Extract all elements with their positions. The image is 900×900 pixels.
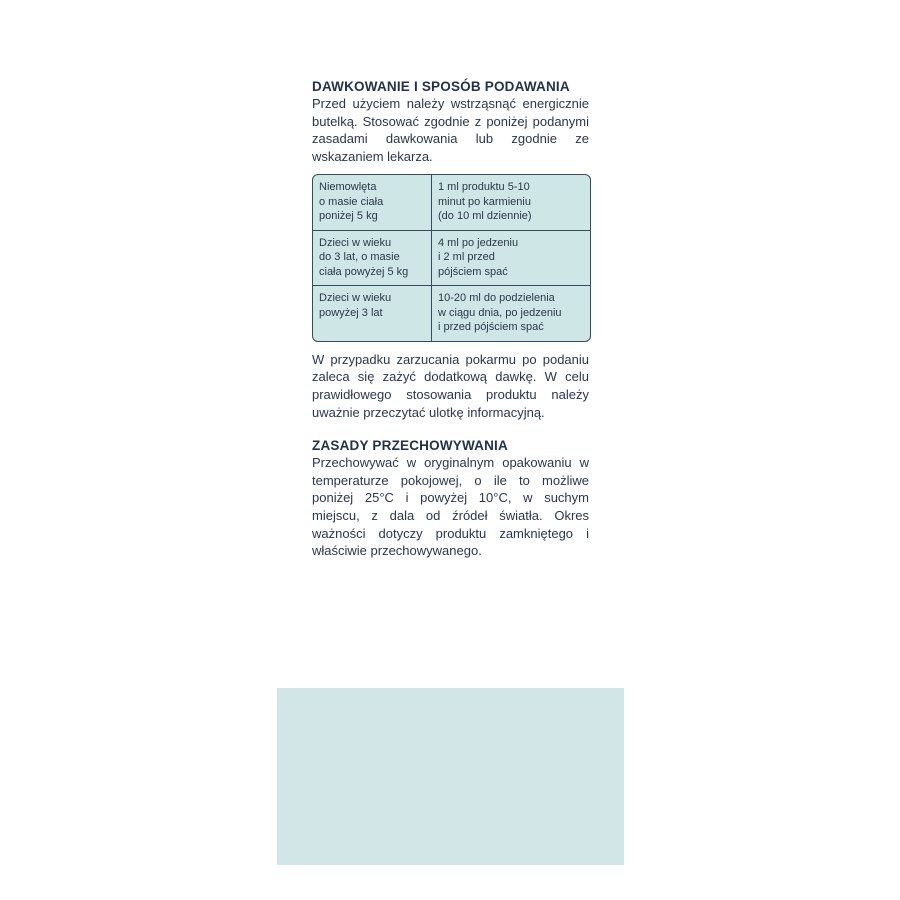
bottom-color-block (277, 688, 624, 865)
dose-cell: 10-20 ml do podzielenia w ciągu dnia, po jedzeniu i przed pójściem spać (438, 292, 562, 334)
leaflet-content (312, 78, 589, 560)
table-row (313, 286, 590, 341)
storage-text: Przechowywać w oryginalnym opakowaniu w temperaturze pokojowej, o ile to możliwe poniżej 25°C i powyżej 10°C, w suchym miejscu, z dala od źródeł światła. Okres ważności dotyczy produktu zamkniętego i właściwie przechowywanego. (312, 455, 589, 559)
patient-group-cell: Dzieci w wieku powyżej 3 lat (313, 286, 432, 341)
patient-group-cell: Niemowlęta o masie ciała poniżej 5 kg (313, 175, 432, 230)
dosage-heading: DAWKOWANIE I SPOSÓB PODAWANIA (312, 79, 570, 94)
table-row (313, 175, 590, 231)
patient-group-cell: Dzieci w wieku do 3 lat, o masie ciała powyżej 5 kg (313, 231, 432, 286)
dose-cell: 1 ml produktu 5-10 minut po karmieniu (do 10 ml dziennie) (438, 181, 532, 223)
dosage-table (312, 174, 591, 342)
dosage-note: W przypadku zarzucania pokarmu po podaniu zaleca się zażyć dodatkową dawkę. W celu prawidłowego stosowania produktu należy uważnie przeczytać ulotkę informacyjną. (312, 351, 589, 420)
storage-heading: ZASADY PRZECHOWYWANIA (312, 438, 508, 454)
dosage-intro: Przed użyciem należy wstrząsnąć energicznie butelką. Stosować zgodnie z poniżej podanymi zasadami dawkowania lub zgodnie ze wskazaniem lekarza. (312, 96, 589, 164)
section-spacer (312, 421, 589, 437)
dose-cell: 4 ml po jedzeniu i 2 ml przed pójściem spać (438, 236, 519, 278)
table-row (313, 231, 590, 287)
